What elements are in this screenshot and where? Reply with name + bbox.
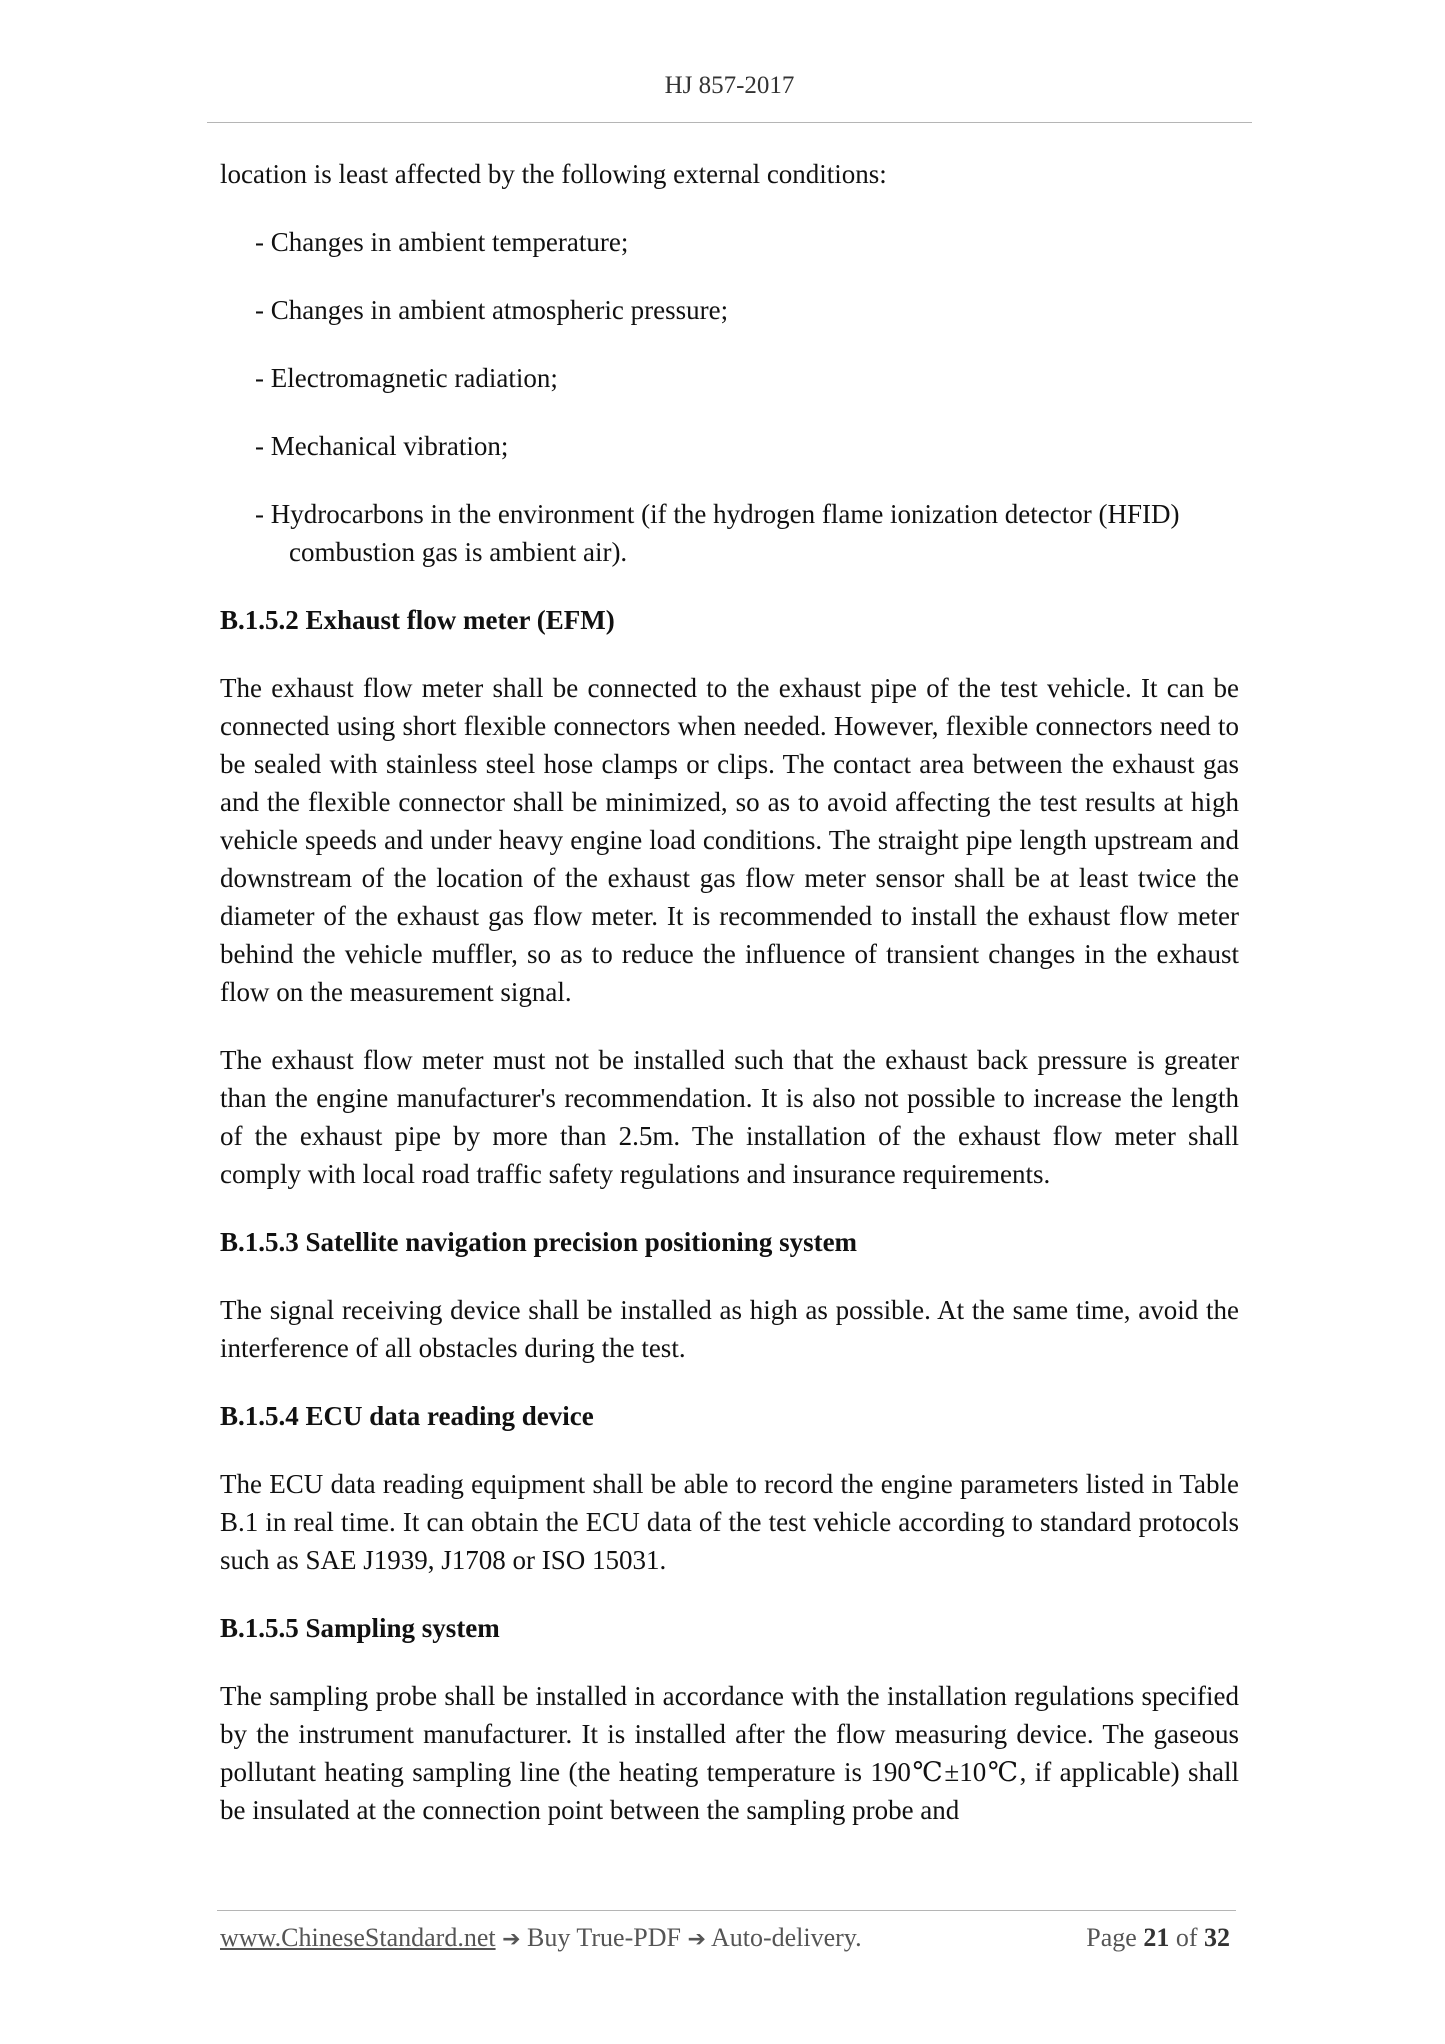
paragraph: The exhaust flow meter must not be installed such that the exhaust back pressure is greater than the engine manufacturer's recommendation. It is also not possible to increase the length of the exhaust pipe by more than 2.5m. The installation of the exhaust flow meter shall comply with local road traffic safety regulations and insurance requirements. (220, 1045, 1239, 1189)
conditions-list (220, 223, 1239, 571)
document-header: HJ 857-2017 (664, 72, 795, 99)
page-number (1086, 1918, 1230, 1958)
list-item: - Hydrocarbons in the environment (if the hydrogen flame ionization detector (HFID) combustion gas is ambient air). (255, 499, 1180, 567)
header-divider (207, 122, 1252, 123)
section-heading-gnss: B.1.5.3 Satellite navigation precision positioning system (220, 1227, 858, 1257)
arrow-right-icon: ➔ (502, 1927, 521, 1952)
page-label: Page (1086, 1923, 1137, 1952)
buy-true-pdf-text: Buy True-PDF (527, 1923, 681, 1952)
paragraph: The exhaust flow meter shall be connected to the exhaust pipe of the test vehicle. It can be connected using short flexible connectors when needed. However, flexible connectors need to be sealed with stainless steel hose clamps or clips. The contact area between the exhaust gas and the flexible connector shall be minimized, so as to avoid affecting the test results at high vehicle speeds and under heavy engine load conditions. The straight pipe length upstream and downstream of the location of the exhaust gas flow meter sensor shall be at least twice the diameter of the exhaust gas flow meter. It is recommended to install the exhaust flow meter behind the vehicle muffler, so as to reduce the influence of transient changes in the exhaust flow on the measurement signal. (220, 673, 1239, 1007)
paragraph: The signal receiving device shall be installed as high as possible. At the same time, avoid the interference of all obstacles during the test. (220, 1295, 1239, 1363)
list-item: - Changes in ambient atmospheric pressure; (255, 295, 729, 325)
paragraph: The ECU data reading equipment shall be able to record the engine parameters listed in Table B.1 in real time. It can obtain the ECU data of the test vehicle according to standard protocols such as SAE J1939, J1708 or ISO 15031. (220, 1469, 1239, 1575)
section-heading-ecu: B.1.5.4 ECU data reading device (220, 1401, 594, 1431)
page-current: 21 (1143, 1923, 1170, 1952)
intro-paragraph: location is least affected by the following external conditions: (220, 159, 887, 189)
auto-delivery-text: Auto-delivery. (710, 1923, 862, 1952)
page-body (220, 155, 1239, 1859)
page-total: 32 (1204, 1923, 1230, 1952)
chinesestandard-link[interactable]: www.ChineseStandard.net (220, 1923, 496, 1952)
paragraph: The sampling probe shall be installed in accordance with the installation regulations specified by the instrument manufacturer. It is installed after the flow measuring device. The gaseous pollutant heating sampling line (the heating temperature is 190℃±10℃, if applicable) shall be insulated at the connection point between the sampling probe and (220, 1681, 1239, 1825)
footer-divider (217, 1910, 1236, 1911)
page-of-label: of (1175, 1923, 1198, 1952)
list-item: - Electromagnetic radiation; (255, 363, 558, 393)
list-item: - Mechanical vibration; (255, 431, 509, 461)
arrow-right-icon: ➔ (687, 1927, 706, 1952)
section-heading-efm: B.1.5.2 Exhaust flow meter (EFM) (220, 605, 615, 635)
section-heading-sampling: B.1.5.5 Sampling system (220, 1613, 500, 1643)
footer-promo (220, 1918, 862, 1960)
list-item: - Changes in ambient temperature; (255, 227, 629, 257)
page-footer (220, 1918, 1230, 1958)
